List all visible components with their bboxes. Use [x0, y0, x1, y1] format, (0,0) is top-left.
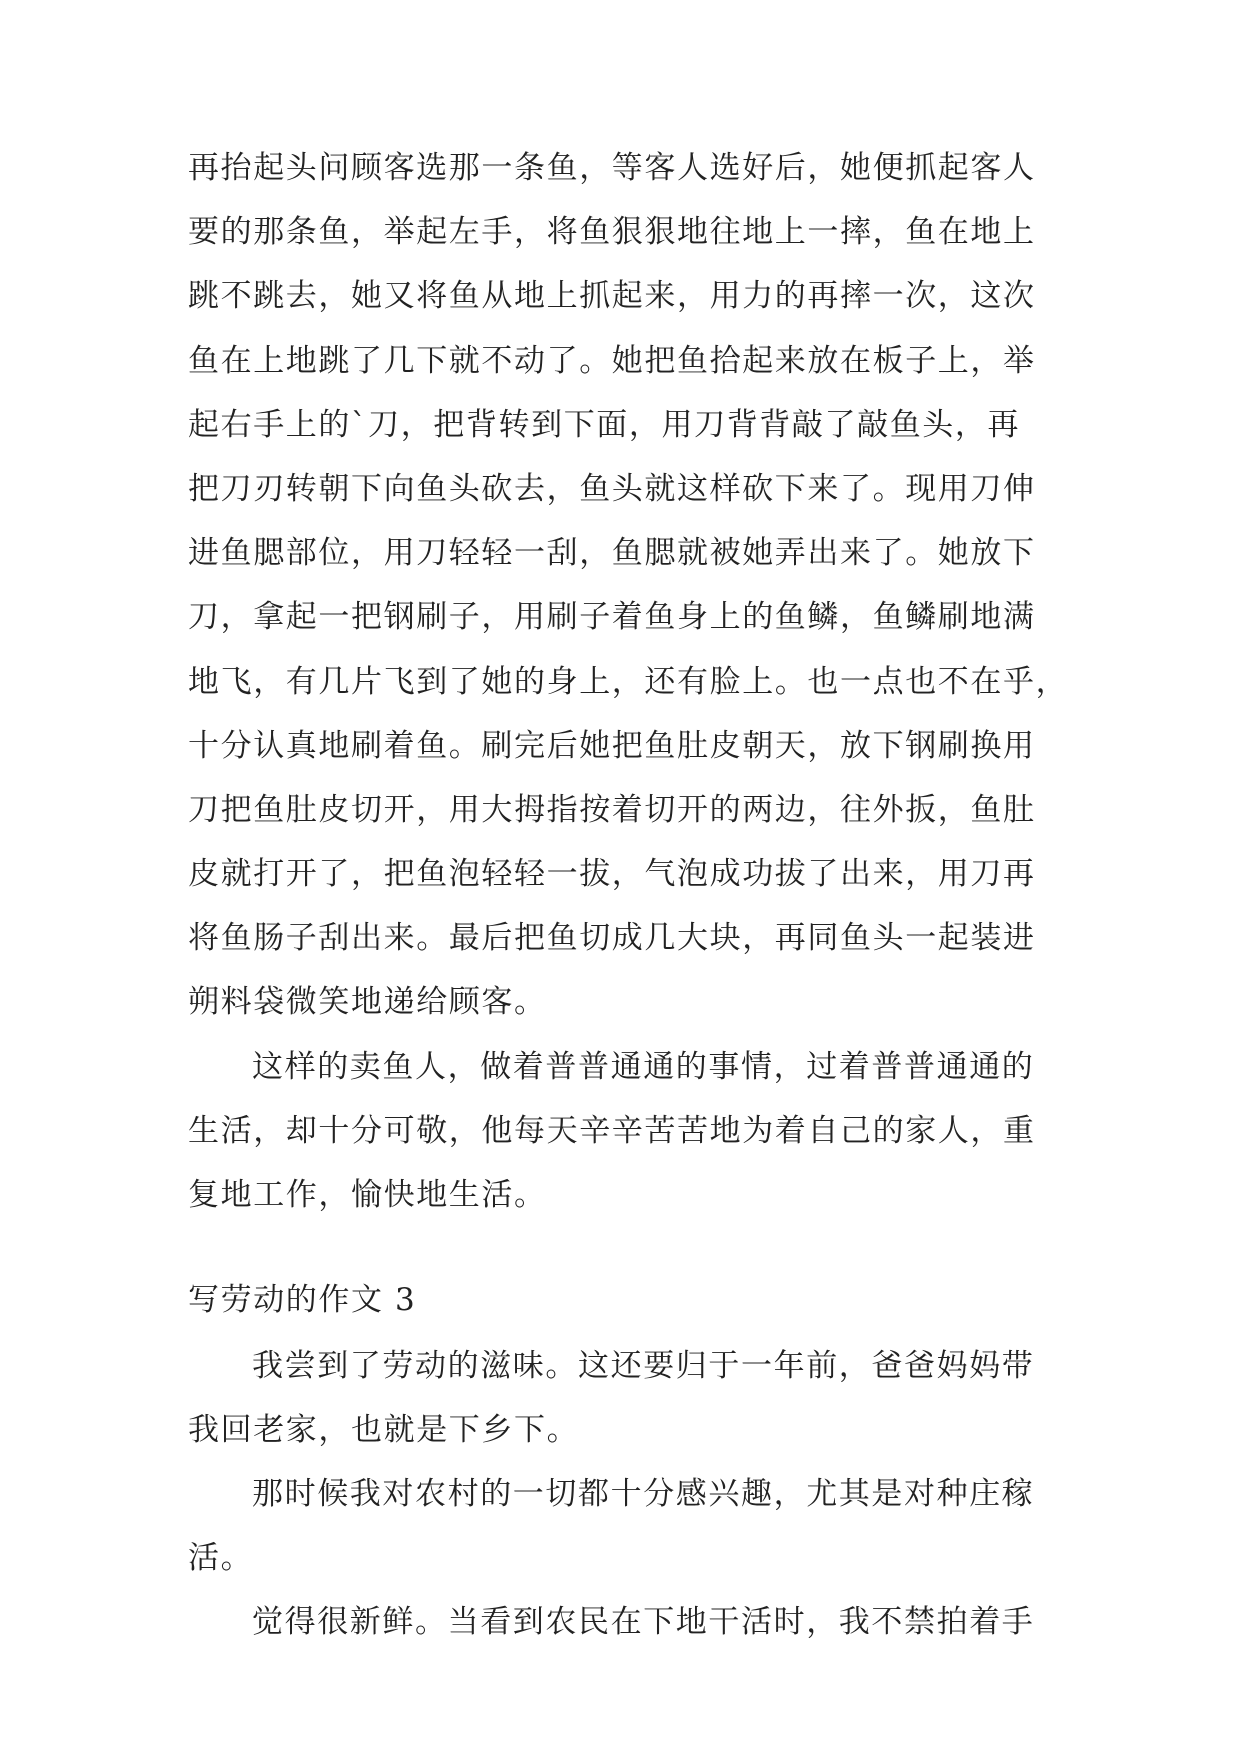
section-heading: 写劳动的作文 3 [188, 1282, 417, 1318]
paragraph-countryside [188, 1462, 1064, 1590]
paragraph-line: 那时候我对农村的一切都十分感兴趣，尤其是对种庄稼 [252, 1476, 1035, 1512]
paragraph-line: 活。 [188, 1540, 254, 1577]
paragraph-line: 跳不跳去，她又将鱼从地上抓起来，用力的再摔一次，这次 [188, 278, 1036, 315]
paragraph-conclusion [188, 1035, 1064, 1228]
paragraph-line: 起右手上的`刀，把背转到下面，用刀背背敲了敲鱼头，再 [188, 406, 1021, 443]
paragraph-line: 刀，拿起一把钢刷子，用刷子着鱼身上的鱼鳞，鱼鳞刷地满 [188, 599, 1036, 636]
paragraph-line: 把刀刃转朝下向鱼头砍去，鱼头就这样砍下来了。现用刀伸 [188, 470, 1036, 507]
paragraph-line: 复地工作，愉快地生活。 [188, 1177, 547, 1214]
section-heading-block [188, 1268, 1064, 1332]
paragraph-line: 将鱼肠子刮出来。最后把鱼切成几大块，再同鱼头一起装进 [188, 920, 1036, 957]
paragraph-line: 觉得很新鲜。当看到农民在下地干活时，我不禁拍着手 [252, 1604, 1035, 1640]
paragraph-line: 我回老家，也就是下乡下。 [188, 1412, 580, 1449]
paragraph-line: 皮就打开了，把鱼泡轻轻一拔，气泡成功拔了出来，用刀再 [188, 856, 1036, 893]
paragraph-line: 我尝到了劳动的滋味。这还要归于一年前，爸爸妈妈带 [252, 1348, 1035, 1384]
paragraph-fresh [188, 1590, 1064, 1654]
paragraph-line: 十分认真地刷着鱼。刷完后她把鱼肚皮朝天，放下钢刷换用 [188, 727, 1036, 764]
paragraph-fish-seller [188, 136, 1069, 1035]
paragraph-line: 进鱼腮部位，用刀轻轻一刮，鱼腮就被她弄出来了。她放下 [188, 535, 1036, 572]
paragraph-line: 鱼在上地跳了几下就不动了。她把鱼拾起来放在板子上，举 [188, 342, 1036, 379]
paragraph-line: 要的那条鱼，举起左手，将鱼狠狠地往地上一摔，鱼在地上 [188, 214, 1036, 251]
paragraph-line: 朔料袋微笑地递给顾客。 [188, 984, 547, 1021]
paragraph-line: 这样的卖鱼人，做着普普通通的事情，过着普普通通的 [252, 1049, 1035, 1085]
paragraph-line: 再抬起头问顾客选那一条鱼，等客人选好后，她便抓起客人 [188, 150, 1036, 186]
paragraph-line: 地飞，有几片飞到了她的身上，还有脸上。也一点也不在乎， [188, 663, 1069, 700]
paragraph-line: 刀把鱼肚皮切开，用大拇指按着切开的两边，往外扳，鱼肚 [188, 791, 1036, 828]
paragraph-line: 生活，却十分可敬，他每天辛辛苦苦地为着自己的家人，重 [188, 1113, 1036, 1150]
paragraph-labor-taste [188, 1334, 1064, 1462]
